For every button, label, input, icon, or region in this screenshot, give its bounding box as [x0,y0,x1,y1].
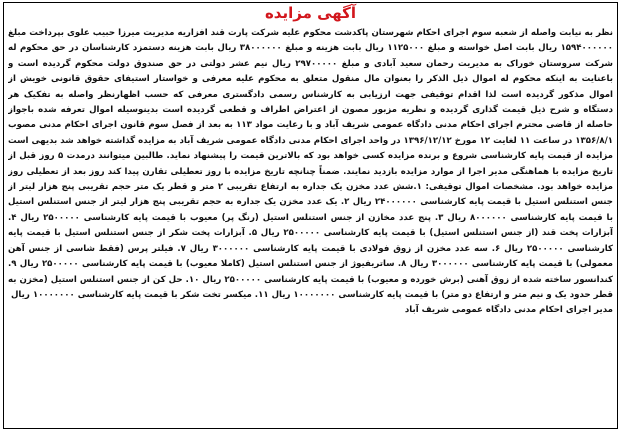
notice-signature: مدیر اجرای احکام مدنی دادگاه عمومی شریف آباد [404,305,613,316]
notice-title: آگهی مزایده [264,4,357,22]
notice-body-container [8,26,613,426]
notice-body-text: نظر به نیابت واصله از شعبه سوم اجرای احکام شهرستان پاکدشت محکوم علیه شرکت پارت قند افزاریه مدیریت میرزا حبیب علوی بپرداخت مبلغ ۱۵۹۴۰۰۰۰۰۰ ریال بابت اصل خواسته و مبلغ ۱۱۲۵۰۰۰ ریال بابت هزینه و مبلغ ۳۸۰۰۰۰۰۰ ریال بابت هزینه دستمزد کارشناسان در حق محکوم له شرکت سروستان خوراک به مدیریت رحمان سعید آبادی و مبلغ ۲۹۷۰۰۰۰۰ ریال نیم عشر دولتی در حق صندوق دولت محکوم گردیده است و باعنایت به اینکه محکوم له اموال ذیل الذکر را بعنوان مال منقول متعلق به محکوم علیه معرفی و خواستار استیفای حقوق قانونی خویش از اموال مذکور گردیده است لذا اقدام توقیفی جهت ارزیابی به کارشناس رسمی دادگستری معرفی که حسب اظهارنظر واصله به تفکیک هر دستگاه و شرح ذیل قیمت گذاری گردیده و نظریه مزبور مصون از اعتراض اطراف و قطعی گردیده است بدینوسیله اموال تعرفه شده باجواز حاصله از قاضی محترم اجرای احکام مدنی دادگاه عمومی شریف آباد و با رعایت مواد ۱۱۳ به بعد از فصل سوم قانون اجرای احکام مدنی مصوب ۱۳۵۶/۸/۱ در ساعت ۱۱ لغایت ۱۲ مورخ ۱۳۹۶/۱۲/۱۲ در واحد اجرای احکام مدنی دادگاه عمومی شریف آباد به مزایده گذاشته خواهد شد بدیهی است مزایده از قیمت پایه کارشناسی شروع و برنده مزایده کسی خواهد بود که بالاترین قیمت را پیشنهاد نماید. طالبین میتوانند درمدت ۵ روز قبل از تاریخ مزایده با هماهنگی مدیر اجرا از موارد مزایده بازدید نمایند. ضمناً چنانچه تاریخ مزایده با روز تعطیلی تقارن پیدا کند روز بعد از تعطیلی روز مزایده خواهد بود. مشخصات اموال توقیفی: ۱.شش عدد مخزن یک جداره به ارتفاع تقریبی ۲ متر و قطر یک متر حجم تقریبی پنج هزار لیتر از جنس استنلس استیل با قیمت پایه کارشناسی ۲۴۰۰۰۰۰۰ ریال ۲. یک عدد مخزن یک جداره به حجم تقریبی پنج هزار لیتر از جنس استنلس استیل با قیمت پایه کارشناسی ۸۰۰۰۰۰۰ ریال ۳. پنج عدد مخازن از جنس استنلس استیل (رنگ پر) معیوب با قیمت پایه کارشناسی ۲۵۰۰۰۰۰ ریال ۴. آبزارات پخت قند (از جنس استنلس استیل) با قیمت پایه کارشناسی ۲۵۰۰۰۰۰ ریال ۵. آبزارات پخت شکر از جنس استنلس استیل با قیمت پایه کارشناسی ۲۵۰۰۰۰۰ ریال ۶. سه عدد مخزن از زوق فولادی با قیمت پایه کارشناسی ۳۰۰۰۰۰۰ ریال ۷. فیلتر پرس (فقط شاسی از جنس آهن معمولی) با قیمت پایه کارشناسی ۳۰۰۰۰۰۰ ریال ۸. ساتریفیوژ از جنس استنلس استیل (کاملا معیوب) با قیمت پایه کارشناسی ۲۵۰۰۰۰۰ ریال ۹. کندانسور ساخته شده از زوق آهنی (برش خورده و معیوب) با قیمت پایه کارشناسی ۲۵۰۰۰۰۰ ریال ۱۰. حل کن از جنس استنلس استیل (مخزن به قطر حدود یک و نیم متر و ارتفاع دو متر) با قیمت پایه کارشناسی ۱۰۰۰۰۰۰۰ ریال ۱۱. میکسر تخت شکر با قیمت پایه کارشناسی ۱۰۰۰۰۰۰۰ ریال [8,28,613,300]
